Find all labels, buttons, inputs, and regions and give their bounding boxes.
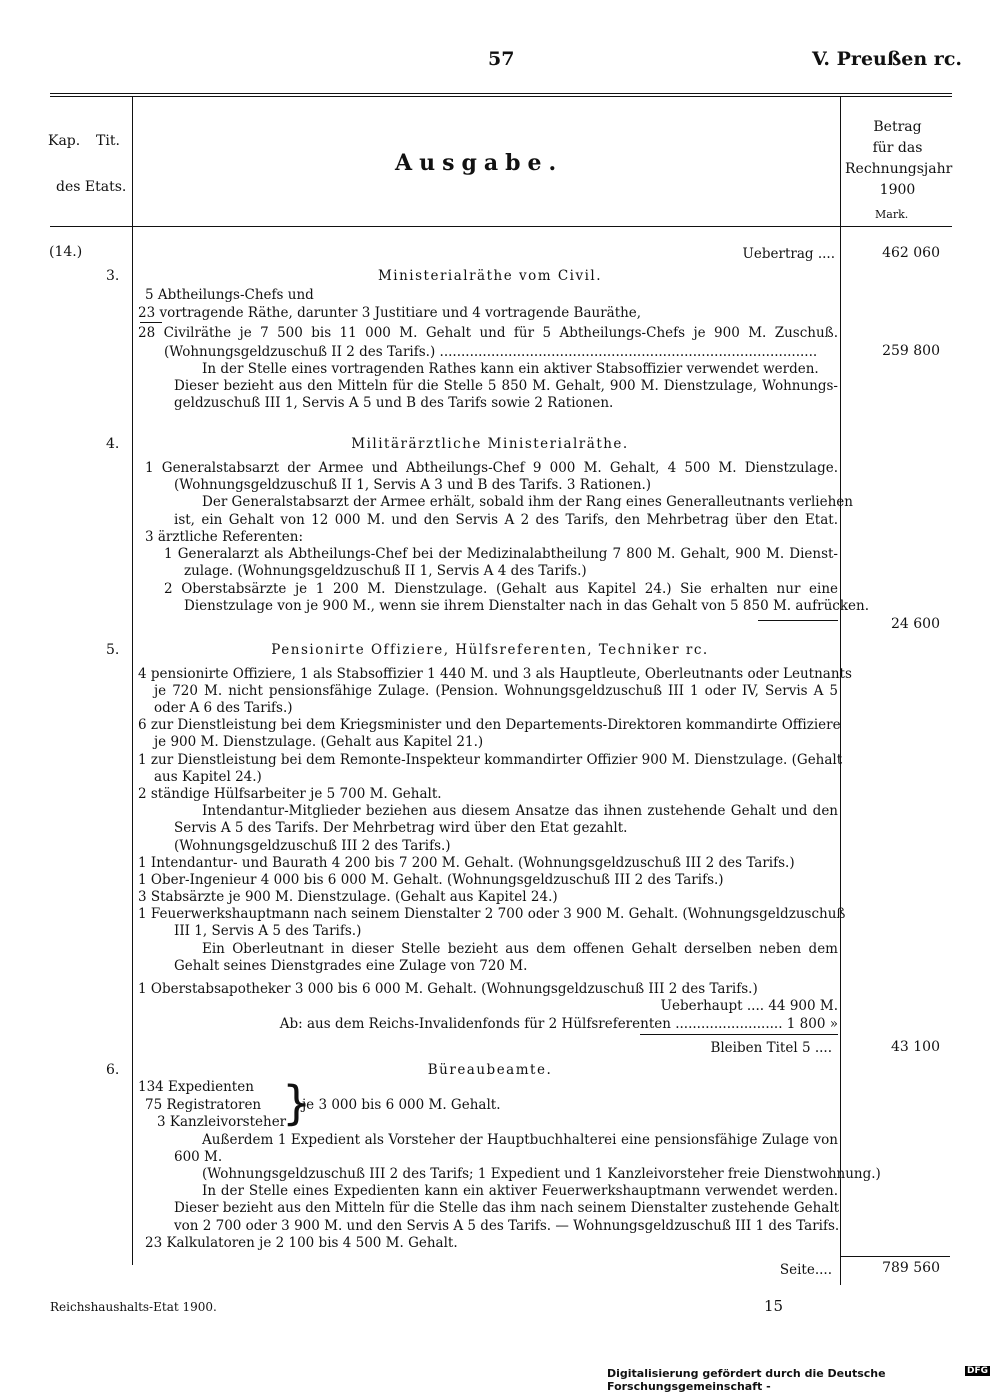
text-line: 6 zur Dienstleistung bei dem Kriegsminister und den Departements-Direktoren kommandirte Offiziere	[138, 717, 841, 733]
seite-amount: 789 560	[882, 1260, 940, 1276]
page-title: Ausgabe.	[395, 150, 564, 176]
title-number: 4.	[106, 436, 120, 452]
text-line: aus Kapitel 24.)	[154, 769, 262, 785]
text-line: In der Stelle eines Expedienten kann ein aktiver Feuerwerkshauptmann verwendet werden.	[202, 1183, 838, 1199]
col-kap: Kap.	[48, 133, 81, 149]
staff-line: 75 Registratoren	[145, 1097, 262, 1113]
text-line: 3 ärztliche Referenten:	[145, 529, 304, 545]
section-heading: Büreaubeamte.	[427, 1062, 553, 1078]
dfg-logo: DFG	[967, 1366, 989, 1376]
ueberhaupt-line: Ueberhaupt .... 44 900 M.	[660, 998, 838, 1014]
text-line: Intendantur-Mitglieder beziehen aus diesem Ansatze das ihnen zustehende Gehalt und den	[202, 803, 838, 819]
text-line: ist, ein Gehalt von 12 000 M. und den Servis A 2 des Tarifs, den Mehrbetrag über den Etat.	[174, 512, 838, 528]
page-number: 57	[488, 48, 515, 70]
text-line: 3 Stabsärzte je 900 M. Dienstzulage. (Gehalt aus Kapitel 24.)	[138, 889, 558, 905]
text-line: Außerdem 1 Expedient als Vorsteher der Hauptbuchhalterei eine pensionsfähige Zulage von	[202, 1132, 838, 1148]
kap-number: (14.)	[49, 244, 83, 260]
section-heading: Pensionirte Offiziere, Hülfsreferenten, Techniker rc.	[271, 642, 709, 658]
text-line: Ein Oberleutnant in dieser Stelle bezieht aus dem offenen Gehalt derselben neben dem	[202, 941, 838, 957]
amount: 259 800	[882, 343, 940, 359]
betrag-line: Rechnungsjahr	[845, 161, 953, 177]
betrag-line: 1900	[879, 182, 916, 198]
text-line: 4 pensionirte Offiziere, 1 als Stabsoffizier 1 440 M. und 3 als Hauptleute, Oberleutnants oder Leutnants	[138, 666, 852, 682]
text-line: 23 vortragende Räthe, darunter 3 Justitiare und 4 vortragende Bauräthe,	[138, 305, 642, 321]
text-line: (Wohnungsgeldzuschuß II 1, Servis A 3 und B des Tarifs. 3 Rationen.)	[174, 477, 652, 493]
text-line: zulage. (Wohnungsgeldzuschuß II 1, Servis A 4 des Tarifs.)	[184, 563, 587, 579]
brace-icon: }	[282, 1076, 312, 1130]
sum-rule	[640, 1034, 838, 1035]
text-line: 1 zur Dienstleistung bei dem Remonte-Inspekteur kommandirter Offizier 900 M. Dienstzulage. (Gehalt	[138, 752, 843, 768]
text-line: Dienstzulage von je 900 M., wenn sie ihrem Dienstalter nach in das Gehalt von 5 850 M. aufrücken.	[184, 598, 869, 614]
text-line: (Wohnungsgeldzuschuß III 2 des Tarifs.)	[174, 838, 451, 854]
amount: 43 100	[891, 1039, 940, 1055]
staff-line: 3 Kanzleivorsteher	[157, 1114, 287, 1130]
text-line: (Wohnungsgeldzuschuß III 2 des Tarifs; 1 Expedient und 1 Kanzleivorsteher freie Dienstwohnung.)	[202, 1166, 881, 1182]
text-line: (Wohnungsgeldzuschuß II 2 des Tarifs.) ........................................................................................	[164, 344, 818, 360]
text-line: Gehalt seines Dienstgrades eine Zulage von 720 M.	[174, 958, 528, 974]
section-heading: Ministerialräthe vom Civil.	[377, 268, 603, 284]
text-line: 1 Oberstabsapotheker 3 000 bis 6 000 M. Gehalt. (Wohnungsgeldzuschuß III 2 des Tarifs.)	[138, 981, 758, 997]
text-line: von 2 700 oder 3 900 M. und den Servis A 5 des Tarifs. — Wohnungsgeldzuschuß III 1 des Tarifs.	[174, 1218, 840, 1234]
text-line: 1 Generalstabsarzt der Armee und Abtheilungs-Chef 9 000 M. Gehalt, 4 500 M. Dienstzulage.	[145, 460, 838, 476]
footer-source: Reichshaushalts-Etat 1900.	[50, 1300, 217, 1314]
amount: 24 600	[891, 616, 940, 632]
digitization-credit: Digitalisierung gefördert durch die Deutsche Forschungsgemeinschaft -	[607, 1367, 886, 1393]
text-line: III 1, Servis A 5 des Tarifs.)	[174, 923, 362, 939]
ab-line: Ab: aus dem Reichs-Invalidenfonds für 2 Hülfsreferenten ......................... 1 800 »	[279, 1016, 838, 1032]
text-line: 1 Intendantur- und Baurath 4 200 bis 7 200 M. Gehalt. (Wohnungsgeldzuschuß III 2 des Tarifs.)	[138, 855, 795, 871]
betrag-line: für das	[872, 140, 923, 156]
betrag-line: Betrag	[873, 119, 922, 135]
text-line: 1 Feuerwerkshauptmann nach seinem Dienstalter 2 700 oder 3 900 M. Gehalt. (Wohnungsgeldzuschuß	[138, 906, 846, 922]
column-divider-left	[132, 97, 133, 1265]
text-line: 28 Civilräthe je 7 500 bis 11 000 M. Gehalt und für 5 Abtheilungs-Chefs je 900 M. Zuschuß.	[138, 325, 838, 341]
text-line: oder A 6 des Tarifs.)	[154, 700, 293, 716]
staff-line: 134 Expedienten	[138, 1079, 254, 1095]
title-number: 5.	[106, 642, 120, 658]
section-heading: Militärärztliche Ministerialräthe.	[351, 436, 629, 452]
text-line: Der Generalstabsarzt der Armee erhält, sobald ihm der Rang eines Generalleutnants verliehen	[202, 494, 853, 510]
col-tit: Tit.	[96, 133, 120, 149]
col-betrag	[845, 117, 953, 201]
column-divider-right	[840, 97, 841, 1285]
head-rule	[50, 226, 952, 227]
text-line: 600 M.	[174, 1149, 223, 1165]
text-line: 23 Kalkulatoren je 2 100 bis 4 500 M. Gehalt.	[145, 1235, 458, 1251]
text-line: Servis A 5 des Tarifs. Der Mehrbetrag wird über den Etat gezahlt.	[174, 820, 628, 836]
text-line: 5 Abtheilungs-Chefs und	[145, 287, 314, 303]
title-number: 3.	[106, 268, 120, 284]
footer-page-number: 15	[764, 1297, 784, 1315]
text-line: geldzuschuß III 1, Servis A 5 und B des Tarifs sowie 2 Rationen.	[174, 395, 614, 411]
section-title: V. Preußen rc.	[812, 48, 962, 70]
uebertrag-label: Uebertrag ....	[742, 246, 835, 262]
sum-rule	[758, 620, 838, 621]
sum-rule	[140, 322, 162, 323]
col-des-etats: des Etats.	[56, 179, 127, 195]
title-number: 6.	[106, 1062, 120, 1078]
text-line: je 720 M. nicht pensionsfähige Zulage. (Pension. Wohnungsgeldzuschuß III 1 oder IV, Servis A 5	[154, 683, 838, 699]
text-line: 1 Ober-Ingenieur 4 000 bis 6 000 M. Gehalt. (Wohnungsgeldzuschuß III 2 des Tarifs.)	[138, 872, 724, 888]
col-mark: Mark.	[875, 208, 909, 221]
sum-rule	[841, 1256, 950, 1257]
uebertrag-amount: 462 060	[882, 245, 940, 261]
text-line: Dieser bezieht aus den Mitteln für die Stelle 5 850 M. Gehalt, 900 M. Dienstzulage, Wohnungs-	[174, 378, 838, 394]
bleiben-label: Bleiben Titel 5 ....	[710, 1040, 832, 1056]
text-line: 1 Generalarzt als Abtheilungs-Chef bei der Medizinalabtheilung 7 800 M. Gehalt, 900 M. Dienst-	[164, 546, 838, 562]
text-line: Dieser bezieht aus den Mitteln für die Stelle das ihm nach seinem Dienstalter zustehende Gehalt	[174, 1200, 840, 1216]
text-line: 2 ständige Hülfsarbeiter je 5 700 M. Gehalt.	[138, 786, 442, 802]
text-line: In der Stelle eines vortragenden Rathes kann ein aktiver Stabsoffizier verwendet werden.	[202, 361, 819, 377]
staff-pay: je 3 000 bis 6 000 M. Gehalt.	[302, 1097, 501, 1113]
seite-label: Seite....	[779, 1262, 832, 1278]
top-rule	[50, 93, 952, 97]
text-line: je 900 M. Dienstzulage. (Gehalt aus Kapitel 21.)	[154, 734, 484, 750]
text-line: 2 Oberstabsärzte je 1 200 M. Dienstzulage. (Gehalt aus Kapitel 24.) Sie erhalten nur eine	[164, 581, 838, 597]
